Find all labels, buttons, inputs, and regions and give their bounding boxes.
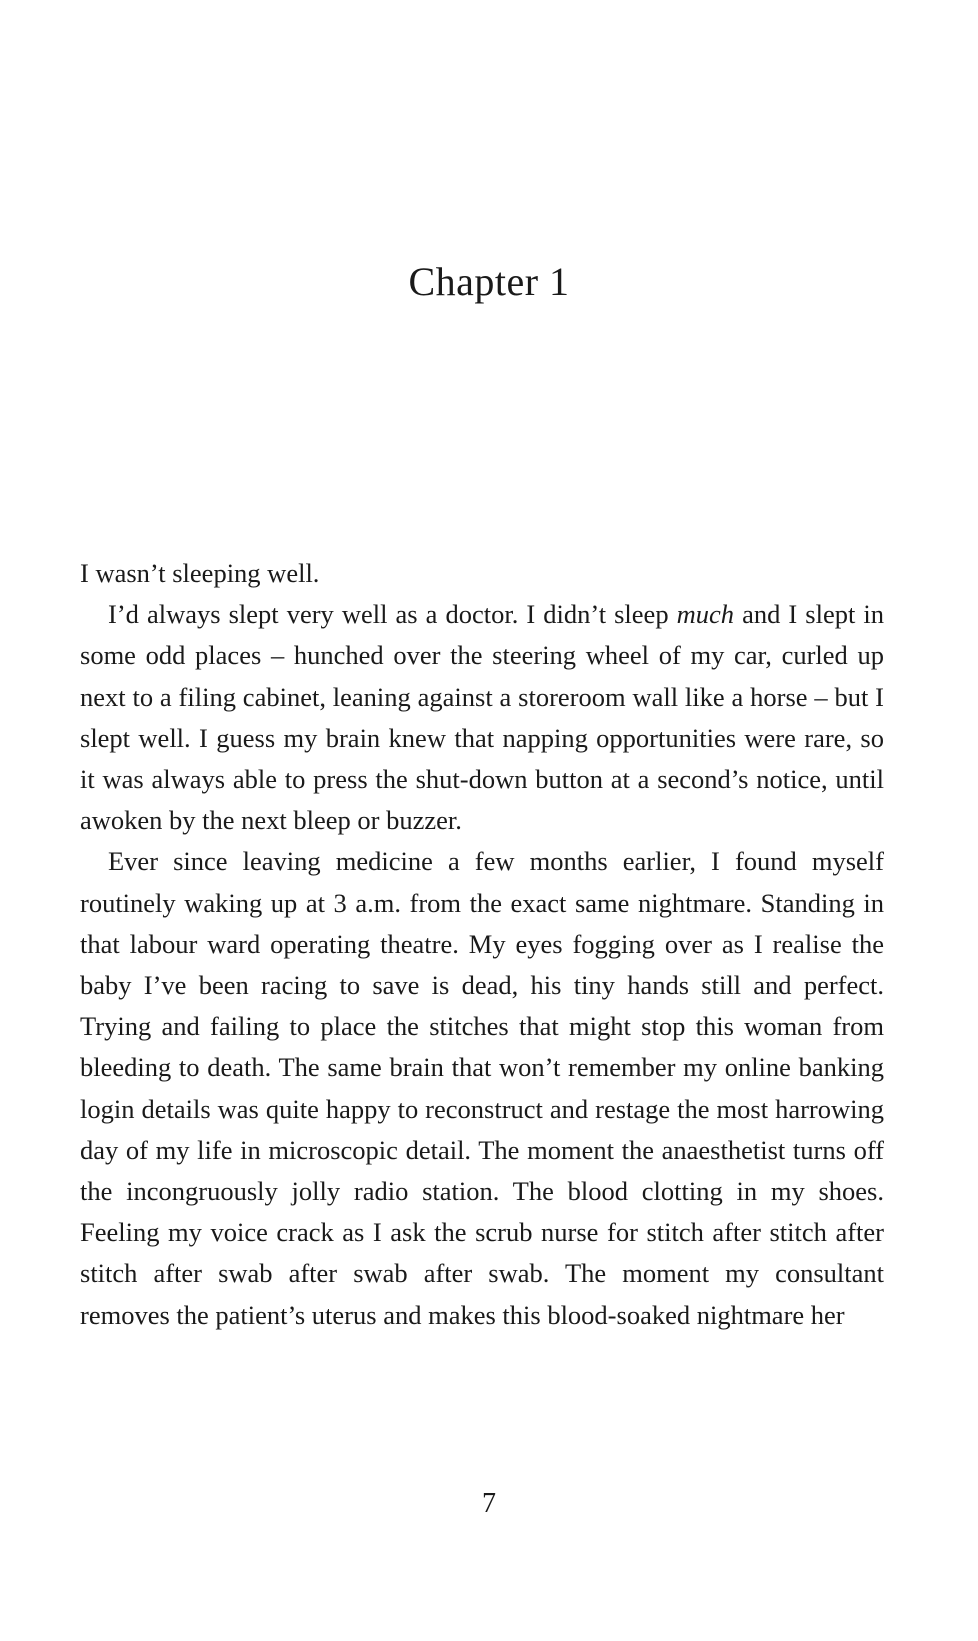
paragraph-2-text-start: I’d always slept very well as a doctor. I didn’t sleep (108, 599, 677, 630)
paragraph-3-text: Ever since leaving medicine a few months earlier, I found myself routinely waking up at 3 a.m. from the exact same nightmare. Standing in that labour ward operating theatre. My eyes fogging over as I realise the baby I’ve been racing to save is dead, his tiny hands still and perfect. Trying and failing to place the stitches that might stop this woman from bleeding to death. The same brain that won’t remember my online banking login details was quite happy to reconstruct and restage the most harrowing day of my life in microscopic detail. The moment the anaesthetist turns off the incongruously jolly radio station. The blood clotting in my shoes. Feeling my voice crack as I ask the scrub nurse for stitch after stitch after stitch after swab after swab after swab. The moment my consultant removes the patient’s uterus and makes this blood-soaked nightmare her (80, 846, 884, 1330)
paragraph-3 (80, 841, 884, 1335)
chapter-title: Chapter 1 (408, 259, 570, 304)
paragraph-2 (80, 594, 884, 841)
paragraph-1 (80, 553, 884, 594)
body-text (80, 553, 884, 1336)
paragraph-2-emphasis: much (676, 599, 735, 630)
paragraph-2-text-end: and I slept in some odd places – hunched over the steering wheel of my car, curled up next to a filing cabinet, leaning against a storeroom wall like a horse – but I slept well. I guess my brain knew that napping opportunities were rare, so it was always able to press the shut-down button at a second’s notice, until awoken by the next bleep or buzzer. (80, 599, 885, 836)
paragraph-1-text: I wasn’t sleeping well. (80, 558, 320, 588)
page-number: 7 (482, 1488, 496, 1519)
